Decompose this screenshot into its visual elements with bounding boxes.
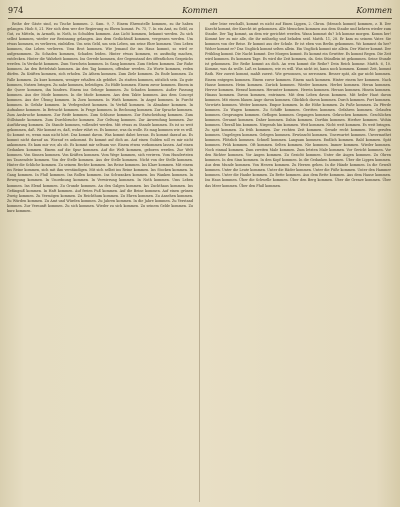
text-column-right (205, 22, 391, 504)
column-text: oder leise erschallt, kommt es nicht auf Einen Lippen, 2. Chron. (Mensch kommt) kommen, z. B. Der Knecht kommt, der Knecht ist gekommen. Alle Menschen kommen aus dem Staube und kehren wieder zum Staube. Der Tag kommt, an dem wir gerichtet werden. Wann kommst du? Ich komme morgen. Komm her! Kommt her zu mir alle, die ihr mühselig und beladen seid. Matth. 11, 28. Er kam zu seinem Vater. Sie kommen von der Reise. Er kommt aus der Schule. Er ist eben von Berlin gekommen. Wo kommst du her? Woher kommt er? Das Unglück kommt selten allein. Ein Unglück kommt nie allein. Der Winter kommt. Der Frühling kommt. Die Nacht kommt. Der Morgen kommt. Es kommt ein Gewitter. Es kommt Regen. Die Zeit wird kommen. Es kommen Tage. Es wird die Zeit kommen, da. Sein Stündlein ist gekommen. Seine Stunde ist gekommen. Die Reihe kommt an dich. An wen kommt die Reihe? Dein Reich komme. Matth. 6, 10. Komme, was da wolle. Laß es kommen, wie es will. Was nicht ist, kann noch kommen. Kommt Zeit, kommt Rath. Wer zuerst kommt, mahlt zuerst. Wie gewonnen, so zerronnen. Besser spät, als gar nicht kommen. Einem entgegen kommen. Einem zuvor kommen. Einem nach kommen. Hinter einem her kommen. Nach Hause kommen. Heim kommen. Zurück kommen. Wieder kommen. Herbei kommen. Heran kommen. Hervor kommen. Herauf kommen. Herunter kommen. Herein kommen. Heraus kommen. Hinein kommen. Hinaus kommen. Davon kommen, entrinnen. Mit dem Leben davon kommen. Mit heiler Haut davon kommen. Mit einem blauen Auge davon kommen. Glücklich davon kommen. Durch kommen. Fort kommen. Vorwärts kommen. Weiter kommen. Empor kommen. In die Höhe kommen. Zu Fuße kommen. Zu Pferde kommen. Zu Wagen kommen. Zu Schiffe kommen. Geritten kommen. Gefahren kommen. Gelaufen kommen. Gesprungen kommen. Geflogen kommen. Gegangen kommen. Gekrochen kommen. Geschlichen kommen. Gerannt kommen. Daher kommen. Dahin kommen. Dorthin kommen. Hierher kommen. Wohin kommen. Überall hin kommen. Nirgends hin kommen. Weit kommen. Nicht weit kommen. Es weit bringen. Zu spät kommen. Zu früh kommen. Zur rechten Zeit kommen. Gerade recht kommen. Wie gerufen kommen. Ungelegen kommen. Gelegen kommen. Erwünscht kommen. Unerwartet kommen. Unvermuthet kommen. Plötzlich kommen. Schnell kommen. Langsam kommen. Endlich kommen. Bald kommen. Spät kommen. Früh kommen. Oft kommen. Selten kommen. Nie kommen. Immer kommen. Wieder kommen. Noch einmal kommen. Zum zweiten Male kommen. Zum letzten Male kommen. Vor Gericht kommen. Vor den Richter kommen. Vor Augen kommen. Zu Gesicht kommen. Unter die Augen kommen. Zu Ohren kommen. In den Sinn kommen. In den Kopf kommen. In die Gedanken kommen. Über die Lippen kommen. Aus dem Munde kommen. Von Herzen kommen. Zu Herzen gehen. In die Hände kommen. In die Gewalt kommen. Unter die Leute kommen. Unter die Räder kommen. Unter die Füße kommen. Unter den Hammer kommen. Unter die Haube kommen. Zu Bette kommen. Aus dem Bette kommen. Aus dem Hause kommen. Ins Haus kommen. Über die Schwelle kommen. Über den Berg kommen. Über die Grenze kommen. Über das Meer kommen. Über den Fluß kommen. (205, 22, 391, 188)
column-text: Reihe der Gäste sind, zu Tische kommen. 2. Sam. 9, 7. Einem Ehrenstelle kommen, zu ihr haben gelangen. Hiob 8, 21. Wer sich dem wer der Regierung zu Ehren kommt. Ps. 75, 7. In ein Amt, zu Geld, zu Gut, zu Mitteln, in Armuth, in Noth, in Schulden kommen. Ans Licht kommen, bekannt werden. Zu sich selbst kommen, wieder zur Besinnung gelangen. Aus dem Gedächtniß kommen, vergessen werden. Um etwas kommen, es verlieren, einbüßen. Um sein Geld, um sein Leben, um seine Ehre kommen. Ums Leben kommen, das Leben verlieren. Ums Brot kommen. Wie Jemand ihr ins Haus kommt, so wird er aufgenommen. Zu Schaden kommen, Schaden leiden. Hinter etwas kommen, es ausfindig machen, entdecken. Hinter die Wahrheit kommen. Ins Gerede kommen, der Gegenstand des öffentlichen Gesprächs werden. In Verdacht kommen. Zum Vorschein kommen. In Gang kommen. Zum Stehen kommen. Zur Ruhe kommen. An den Bettelstab kommen. An den Tag kommen, offenbar werden. Zu Worte kommen, reden dürfen. Zu Kräften kommen, sich erholen. Zu Athem kommen. Zum Ziele kommen. Zu Ende kommen. Zu Falle kommen. Zu kurz kommen, weniger erhalten als gebührt. Zu statten kommen, nützlich sein. Zu gute kommen, Nutzen bringen. Zu nahe kommen, beleidigen. Zu Hülfe kommen. Einem zuvor kommen. Einem in die Quere kommen, ihn hindern. Einem ins Gehege kommen. Zu Schaden kommen. Außer Fassung kommen. Aus der Mode kommen. In die Mode kommen. Aus dem Takte kommen. Aus dem Concept kommen. Aus der Übung kommen. In Zorn kommen. In Wuth kommen. In Angst kommen. In Furcht kommen. In Gefahr kommen. In Verlegenheit kommen. In Verfall kommen. In Abnahme kommen. In Aufnahme kommen. In Betracht kommen. In Frage kommen. In Rechnung kommen. Zur Sprache kommen. Zum Ausbruche kommen. Zur Reife kommen. Zum Schlusse kommen. Zur Entscheidung kommen. Zum Stillstande kommen. Zum Durchbruche kommen. Zur Geltung kommen. Zur Anwendung kommen. Zur Ausführung kommen. Zu Stande kommen, vollendet werden. Mit etwas zu Stande kommen. Es ist so weit gekommen, daß. Wie kommt es, daß, woher rührt es. Es komme, was da wolle. Es mag kommen wie es will. So kommt es, wenn man nicht hört. Das kommt davon. Was kommt dabei heraus. Es kommt darauf an. Es kommt nicht darauf an. Worauf es ankommt. Es kommt auf dich an. Auf einen Gulden soll es mir nicht ankommen. Es kam mir vor, als ob. Es kommt mir seltsam vor. Einem etwas vorkommen lassen. Auf einen Gedanken kommen. Einem auf die Spur kommen. Auf die Welt kommen, geboren werden. Zur Welt kommen. Von Sinnen kommen. Von Kräften kommen. Vom Wege kommen, sich verirren. Vom Hundertsten ins Tausendste kommen. Von der Stelle kommen. Aus der Stelle kommen. Nicht von der Stelle kommen. Hinter die Schliche kommen. Zu seinem Rechte kommen. Ins Reine kommen. Ins Klare kommen. Mit einem ins Reine kommen, sich mit ihm verständigen. Mit sich selbst ins Reine kommen. Ins Stocken kommen. In Gang kommen. In Fluß kommen. Ins Rollen kommen. Ins Schwanken kommen. Ins Wanken kommen. In Bewegung kommen. In Unordnung kommen. In Verwirrung kommen. In Noth kommen. Ums Leben kommen. Ins Elend kommen. Zu Grunde kommen. An den Galgen kommen. Ins Zuchthaus kommen. Ins Gefängniß kommen. In Haft kommen. Auf freien Fuß kommen. Auf die Beine kommen. Auf einen grünen Zweig kommen. Zu Vermögen kommen. Zu Reichthum kommen. Zu Ehren kommen. Zu Ansehen kommen. Zu Würden kommen. Zu Amt und Würden kommen. Zu Jahren kommen. In die Jahre kommen. Zu Verstand kommen. Zur Vernunft kommen. Zu sich kommen. Wieder zu sich kommen. Zu seinem Gelde kommen. Zu kurz kommen. (7, 22, 193, 213)
running-head-right: Kommen (356, 6, 392, 15)
page-number: 974 (8, 6, 24, 15)
running-head-left: Kommen (182, 6, 218, 15)
header-rule (8, 18, 392, 19)
page-header (8, 4, 392, 18)
column-divider (199, 22, 200, 502)
text-column-left (7, 22, 193, 504)
